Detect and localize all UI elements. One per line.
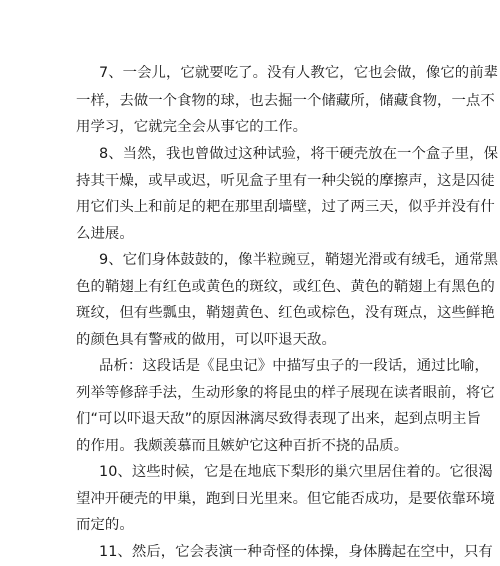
text-line: 品析：这段话是《昆虫记》中描写虫子的一段话，通过比喻， <box>99 358 489 374</box>
text-line: 色的鞘翅上有红色或黄色的斑纹，或红色、黄色的鞘翅上有黑色的 <box>76 279 495 295</box>
text-line: 持其干燥，或早或迟，听见盒子里有一种尖锐的摩擦声，这是囚徒 <box>76 173 495 189</box>
text-line: 斑纹，但有些瓢虫，鞘翅黄色、红色或棕色，没有斑点，这些鲜艳 <box>76 305 495 321</box>
text-line: 用它们头上和前足的耙在那里刮墙壁，过了两三天，似乎并没有什 <box>76 199 495 215</box>
text-line: 用学习，它就完全会从事它的工作。 <box>76 119 308 135</box>
text-line: 9、它们身体鼓鼓的，像半粒豌豆，鞘翅光滑或有绒毛，通常黑 <box>99 252 499 268</box>
text-line: 一样，去做一个食物的球，也去掘一个储藏所，储藏食物，一点不 <box>76 93 495 109</box>
text-line: 么进展。 <box>76 226 134 242</box>
text-line: 7、一会儿，它就要吃了。没有人教它，它也会做，像它的前辈 <box>99 65 499 81</box>
text-line: 8、当然，我也曾做过这种试验，将干硬壳放在一个盒子里，保 <box>99 146 499 162</box>
text-line: 列举等修辞手法，生动形象的将昆虫的样子展现在读者眼前，将它 <box>76 385 495 401</box>
text-line: 们“可以吓退天敌”的原因淋漓尽致得表现了出来，起到点明主旨 <box>76 411 481 427</box>
text-line: 望冲开硬壳的甲巢，跑到日光里来。但它能否成功，是要依靠环境 <box>76 491 495 507</box>
text-line: 而定的。 <box>76 517 134 533</box>
text-line: 的颜色具有警戒的做用，可以吓退天敌。 <box>76 332 336 348</box>
text-line: 的作用。我颇羡慕而且嫉妒它这种百折不挠的品质。 <box>76 438 409 454</box>
text-line: 10、这些时候，它是在地底下梨形的巢穴里居住着的。它很渴 <box>99 464 493 480</box>
text-line: 11、然后，它会表演一种奇怪的体操，身体腾起在空中，只有 <box>99 544 493 560</box>
